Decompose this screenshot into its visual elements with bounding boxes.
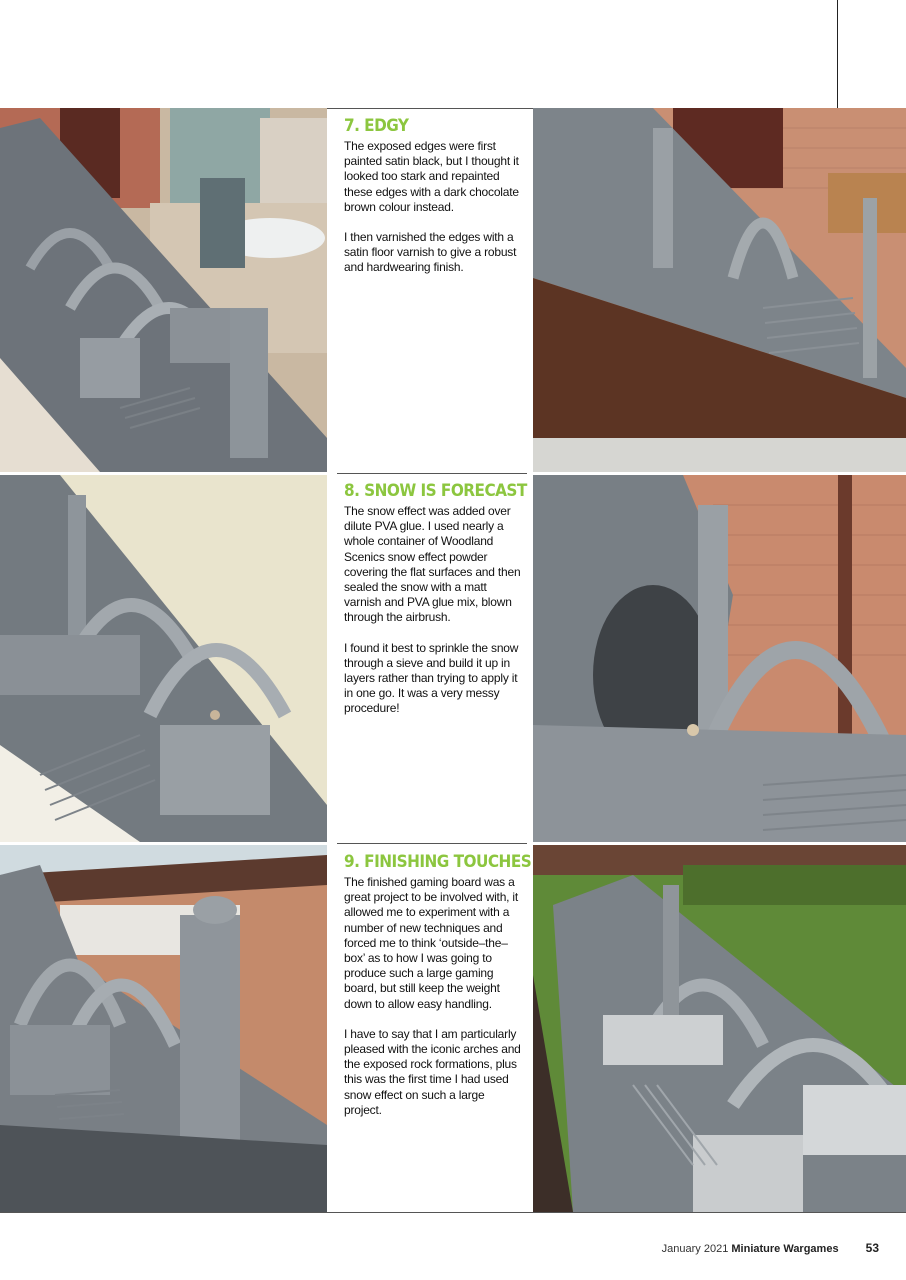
section-rule-bottom bbox=[0, 1212, 906, 1213]
page-footer bbox=[662, 1241, 879, 1255]
section-paragraph: The finished gaming board was a great project to be involved with, it allowed me to experiment with a number of new techniques and forced me to think ‘outside–the–box’ as to how I was going to produce such a large gaming board, but still keep the weight down to allow easy handling. bbox=[344, 875, 519, 1011]
photo-finished-building bbox=[0, 845, 327, 1212]
section-paragraph: I have to say that I am particularly pleased with the iconic arches and the exposed rock formations, plus this was the first time I had used snow effect on such a large project. bbox=[344, 1026, 521, 1117]
footer-issue: January 2021 bbox=[661, 1243, 729, 1255]
section-heading: 8. SNOW IS FORECAST bbox=[344, 481, 527, 501]
section-finishing-touches bbox=[344, 851, 532, 1133]
section-paragraph: The exposed edges were first painted satin black, but I thought it looked too stark and repainted these edges with a dark chocolate brown colour instead. bbox=[344, 139, 519, 214]
section-heading: 7. EDGY bbox=[344, 116, 409, 136]
section-rule-9 bbox=[337, 843, 527, 844]
section-rule-8 bbox=[337, 473, 527, 474]
section-heading: 9. FINISHING TOUCHES bbox=[344, 852, 532, 872]
photo-snow-closeup bbox=[533, 475, 906, 842]
section-snow-is-forecast bbox=[344, 480, 527, 732]
section-paragraph: I found it best to sprinkle the snow through a sieve and build it up in layers rather than trying to apply it in one go. It was a very messy procedure! bbox=[344, 640, 519, 716]
footer-magazine: Miniature Wargames bbox=[731, 1243, 839, 1255]
photo-edgy-garden bbox=[0, 108, 327, 472]
photo-finished-lawn bbox=[533, 845, 906, 1212]
section-paragraph: The snow effect was added over dilute PVA glue. I used nearly a whole container of Woodland Scenics snow effect powder covering the flat surfaces and then sealed the snow with a matt varnish and PVA glue mix, blown through the airbrush. bbox=[344, 504, 521, 625]
section-paragraph: I then varnished the edges with a satin floor varnish to give a robust and hardwearing finish. bbox=[344, 230, 517, 275]
top-vertical-rule bbox=[837, 0, 838, 108]
section-edgy bbox=[344, 115, 524, 291]
photo-edgy-brown-edge bbox=[533, 108, 906, 472]
footer-page-number: 53 bbox=[865, 1241, 879, 1255]
photo-snow-arches bbox=[0, 475, 327, 842]
